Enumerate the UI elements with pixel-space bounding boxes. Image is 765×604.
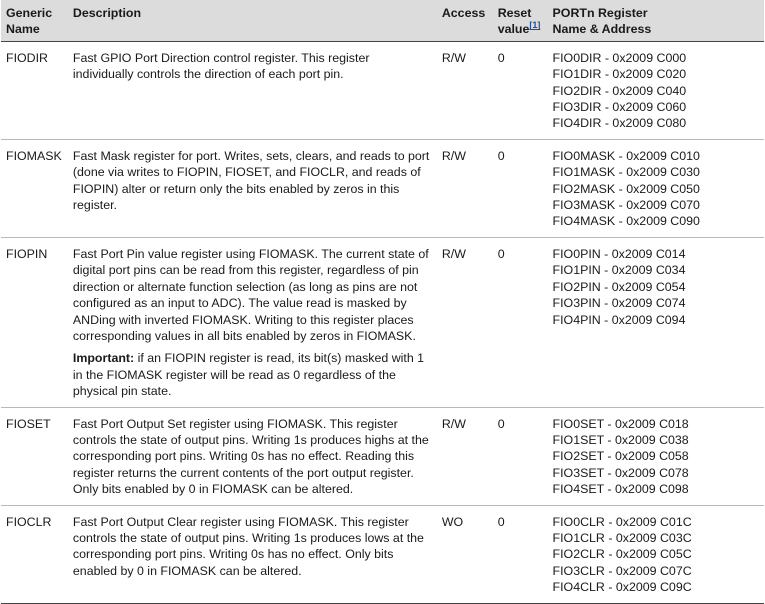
register-description-cell [68,139,437,237]
register-address: FIO0MASK - 0x2009 C010 [552,148,700,163]
register-address: FIO0DIR - 0x2009 C000 [552,50,687,65]
register-table [1,0,764,604]
register-address-list [548,41,764,139]
register-generic-name: FIOSET [1,407,68,505]
register-address-list [548,407,764,505]
register-address: FIO4DIR - 0x2009 C080 [552,116,687,131]
header-address-line1: PORTn Register [552,6,648,20]
register-reset-value: 0 [493,237,548,407]
table-row [1,139,764,237]
header-address-line2: Name & Address [552,22,652,37]
register-address: FIO2SET - 0x2009 C058 [552,449,689,464]
register-important-note [73,350,433,399]
register-generic-name: FIOMASK [1,139,68,237]
register-access: R/W [437,407,493,505]
register-address: FIO2PIN - 0x2009 C054 [552,279,686,294]
register-description: Fast Mask register for port. Writes, sets, clears, and reads to port (done via writes to FIOPIN, FIOSET, and FIOCLR, and reads of FIOPIN) alter or return only the bits enabled by zeros in this register. [72,148,430,213]
register-generic-name: FIOCLR [1,505,68,603]
register-address: FIO4SET - 0x2009 C098 [552,482,689,497]
table-row [1,237,764,407]
header-description: Description [68,0,437,41]
register-address: FIO3DIR - 0x2009 C060 [552,100,687,115]
register-address: FIO3SET - 0x2009 C078 [552,465,689,480]
register-description: Fast GPIO Port Direction control register. This register individually controls the direction of each port pin. [72,50,370,82]
table-row [1,505,764,603]
register-address: FIO4MASK - 0x2009 C090 [552,214,700,229]
register-address: FIO4CLR - 0x2009 C09C [552,580,692,595]
register-address: FIO2MASK - 0x2009 C050 [552,181,700,196]
register-generic-name: FIODIR [1,41,68,139]
register-address: FIO2CLR - 0x2009 C05C [552,547,692,562]
register-address: FIO1CLR - 0x2009 C03C [552,530,692,545]
register-description-cell [68,41,437,139]
register-address: FIO0SET - 0x2009 C018 [552,416,689,431]
register-address-list [548,505,764,603]
register-description-cell [68,505,437,603]
register-address: FIO1MASK - 0x2009 C030 [552,165,700,180]
register-reset-value: 0 [493,407,548,505]
register-address: FIO3CLR - 0x2009 C07C [552,563,692,578]
register-access: R/W [437,237,493,407]
register-reset-value: 0 [493,505,548,603]
header-reset-line2: value [497,22,530,37]
register-address: FIO3MASK - 0x2009 C070 [552,198,700,213]
register-address: FIO3PIN - 0x2009 C074 [552,296,686,311]
register-description: Fast Port Output Set register using FIOMASK. This register controls the state of output pins. Writing 1s produces highs at the corresponding port pins. Writing 0s has no effect. Reading this register returns the current contents of the port output register. Only bits enabled by 0 in FIOMASK can be altered. [72,416,429,497]
register-description-cell [68,237,437,407]
register-generic-name: FIOPIN [1,237,68,407]
header-reset-value [493,0,548,41]
header-generic-name-line1: Generic [6,6,53,20]
important-text: if an FIOPIN register is read, its bit(s) masked with 1 in the FIOMASK register will be read as 0 regardless of the physical pin state. [72,351,425,399]
table-header-row [1,0,764,41]
register-description-cell [68,407,437,505]
register-address: FIO1SET - 0x2009 C038 [552,432,689,447]
register-address: FIO0CLR - 0x2009 C01C [552,514,692,529]
register-address: FIO1PIN - 0x2009 C034 [552,263,686,278]
header-register-address [548,0,764,41]
header-access: Access [437,0,493,41]
register-address-list [548,237,764,407]
table-row [1,407,764,505]
table-row [1,41,764,139]
register-address: FIO0PIN - 0x2009 C014 [552,246,686,261]
register-reset-value: 0 [493,41,548,139]
register-description: Fast Port Pin value register using FIOMASK. The current state of digital port pins can be read from this register, regardless of pin direction or alternate function selection (as long as pins are not configured as an input to ADC). The value read is masked by ANDing with inverted FIOMASK. Writing to this register places corresponding values in all bits enabled by zeros in FIOMASK. [72,246,429,343]
register-reset-value: 0 [493,139,548,237]
register-description: Fast Port Output Clear register using FIOMASK. This register controls the state of output pins. Writing 1s produces lows at the corresponding port pins. Writing 0s has no effect. Only bits enabled by 0 in FIOMASK can be altered. [72,514,424,578]
register-rows [1,41,764,603]
header-reset-line1: Reset [497,6,532,20]
register-address-list [548,139,764,237]
register-access: R/W [437,139,493,237]
header-generic-name-line2: Name [6,22,40,37]
important-label: Important: [72,351,135,366]
register-address: FIO2DIR - 0x2009 C040 [552,83,687,98]
header-generic-name [1,0,68,41]
register-address: FIO1DIR - 0x2009 C020 [552,67,687,82]
reset-footnote-link[interactable]: [1] [529,20,541,31]
register-access: WO [437,505,493,603]
register-access: R/W [437,41,493,139]
register-address: FIO4PIN - 0x2009 C094 [552,312,686,327]
